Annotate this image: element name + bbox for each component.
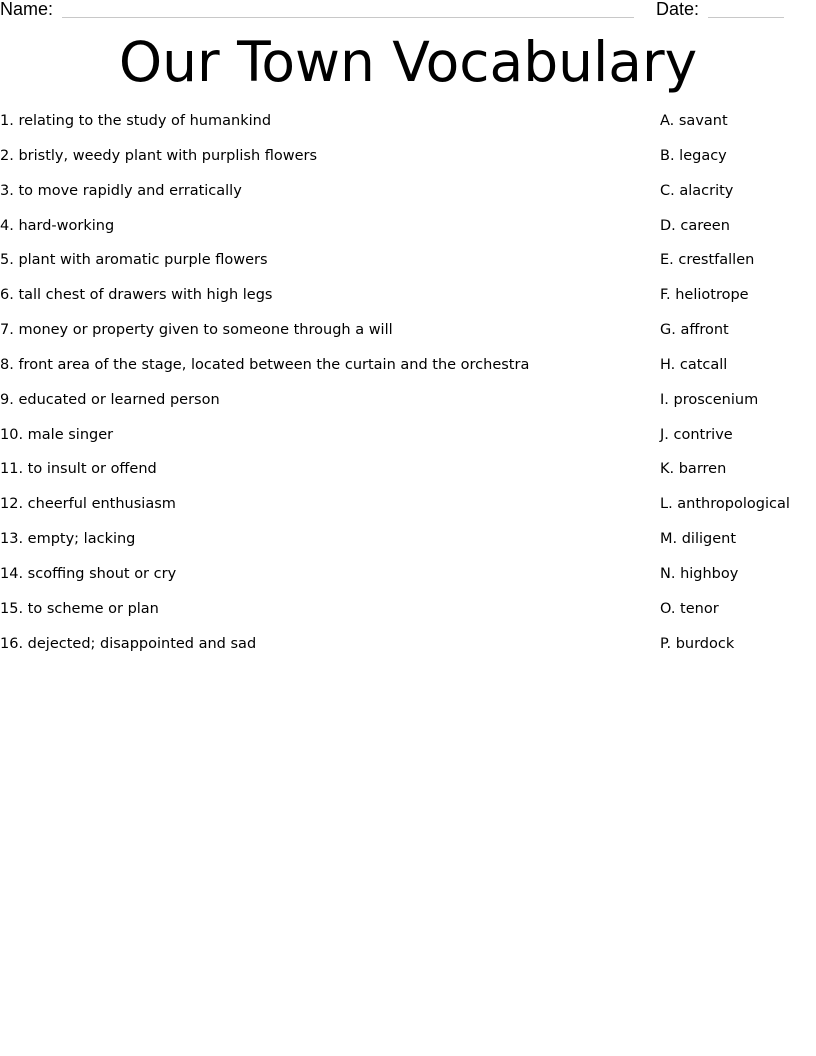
- date-field-line[interactable]: [708, 17, 784, 18]
- answer-item: O. tenor: [660, 600, 719, 617]
- clue-item: 13. empty; lacking: [0, 531, 136, 548]
- clue-item: 2. bristly, weedy plant with purplish flowers: [0, 147, 318, 164]
- answer-item: F. heliotrope: [660, 287, 749, 304]
- clue-item: 4. hard-working: [0, 217, 115, 234]
- answer-item: J. contrive: [660, 426, 733, 443]
- answer-item: D. careen: [660, 217, 730, 234]
- clue-item: 7. money or property given to someone through a will: [0, 322, 393, 339]
- page-title: Our Town Vocabulary: [118, 30, 698, 94]
- clue-item: 3. to move rapidly and erratically: [0, 182, 242, 199]
- date-label: Date:: [656, 0, 700, 19]
- answer-item: E. crestfallen: [660, 252, 755, 269]
- answer-item: A. savant: [660, 113, 728, 129]
- clue-item: 10. male singer: [0, 426, 114, 443]
- clue-item: 11. to insult or offend: [0, 461, 157, 478]
- clue-item: 5. plant with aromatic purple flowers: [0, 252, 268, 269]
- worksheet-header: [0, 0, 816, 22]
- clue-item: 8. front area of the stage, located between the curtain and the orchestra: [0, 356, 530, 373]
- clue-item: 1. relating to the study of humankind: [0, 113, 272, 129]
- name-field-line[interactable]: [62, 17, 634, 18]
- answer-item: N. highboy: [660, 565, 739, 582]
- answer-list: [660, 111, 816, 669]
- answer-item: G. affront: [660, 322, 729, 339]
- clue-item: 16. dejected; disappointed and sad: [0, 635, 257, 652]
- clue-item: 15. to scheme or plan: [0, 600, 159, 617]
- clue-item: 9. educated or learned person: [0, 391, 220, 408]
- clue-item: 12. cheerful enthusiasm: [0, 496, 176, 513]
- answer-item: P. burdock: [660, 635, 735, 652]
- clue-list: [0, 111, 640, 669]
- answer-item: L. anthropological: [660, 496, 790, 513]
- answer-item: H. catcall: [660, 356, 728, 373]
- clue-item: 14. scoffing shout or cry: [0, 565, 177, 582]
- clue-item: 6. tall chest of drawers with high legs: [0, 287, 273, 304]
- answer-item: I. proscenium: [660, 391, 759, 408]
- answer-item: K. barren: [660, 461, 727, 478]
- answer-item: B. legacy: [660, 147, 727, 164]
- answer-item: C. alacrity: [660, 182, 734, 199]
- name-label: Name:: [0, 0, 54, 19]
- answer-item: M. diligent: [660, 531, 737, 548]
